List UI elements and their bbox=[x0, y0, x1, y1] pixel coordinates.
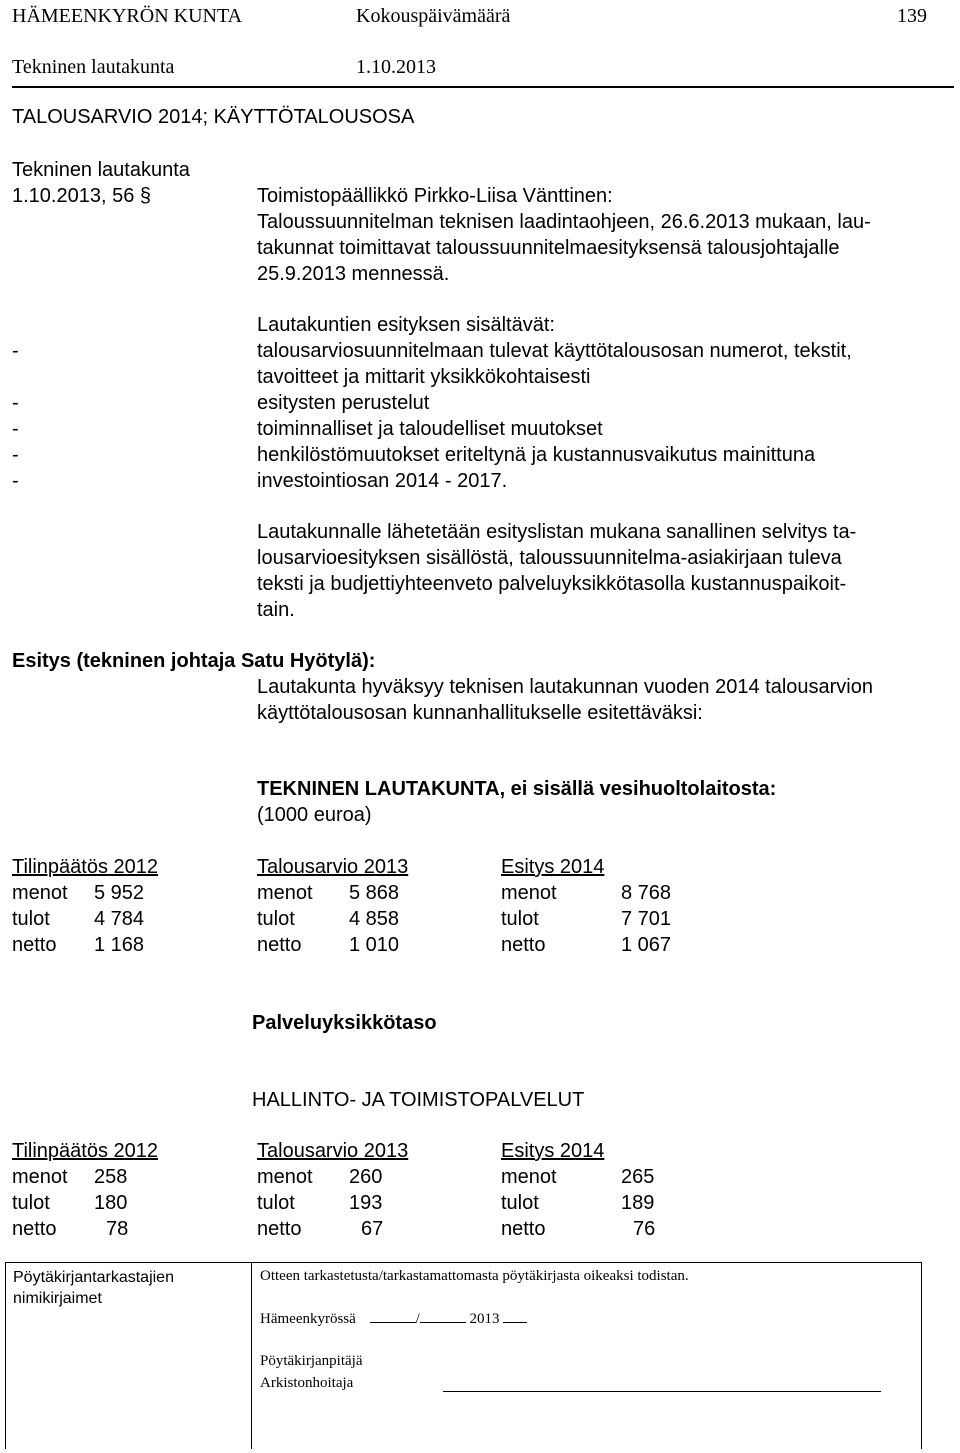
meeting-body: Tekninen lautakunta bbox=[12, 159, 190, 181]
date-separator: / bbox=[415, 1311, 420, 1327]
initials-label: nimikirjaimet bbox=[13, 1290, 102, 1307]
board-name: Tekninen lautakunta bbox=[12, 56, 175, 78]
row-value: 4 784 bbox=[94, 908, 145, 930]
bullet-text: talousarviosuunnitelmaan tulevat käyttötalousosan numerot, tekstit, bbox=[257, 340, 852, 362]
row-label: tulot bbox=[257, 1192, 295, 1214]
row-label: netto bbox=[12, 934, 57, 956]
day-blank[interactable] bbox=[370, 1322, 416, 1323]
meeting-date: 1.10.2013 bbox=[356, 56, 436, 78]
proposal-line: Lautakunta hyväksyy teknisen lautakunnan vuoden 2014 talousarvion bbox=[257, 676, 873, 698]
row-value: 1 010 bbox=[349, 934, 400, 956]
bullet-dash: - bbox=[12, 392, 19, 414]
bullet-dash: - bbox=[12, 418, 19, 440]
presenter: Toimistopäällikkö Pirkko-Liisa Vänttinen: bbox=[257, 185, 613, 207]
row-value: 5 868 bbox=[349, 882, 400, 904]
row-value: 7 701 bbox=[621, 908, 672, 930]
proposal-line: käyttötalousosan kunnanhallitukselle esitettäväksi: bbox=[257, 702, 703, 724]
header-divider bbox=[12, 86, 954, 88]
row-value: 260 bbox=[349, 1166, 383, 1188]
row-value: 67 bbox=[361, 1218, 384, 1240]
agenda-line: Lautakunnalle lähetetään esityslistan mukana sanallinen selvitys ta- bbox=[257, 521, 857, 543]
row-label: netto bbox=[501, 1218, 546, 1240]
row-label: menot bbox=[501, 1166, 557, 1188]
certification-text: Otteen tarkastetusta/tarkastamattomasta pöytäkirjasta oikeaksi todistan. bbox=[260, 1268, 689, 1284]
place-name: Hämeenkyrössä bbox=[260, 1311, 356, 1327]
row-value: 189 bbox=[621, 1192, 655, 1214]
row-label: tulot bbox=[12, 1192, 50, 1214]
row-label: menot bbox=[12, 882, 68, 904]
footer-divider bbox=[251, 1263, 252, 1449]
section-heading: Palveluyksikkötaso bbox=[252, 1012, 437, 1034]
table-header: Tilinpäätös 2012 bbox=[12, 856, 159, 878]
bullet-dash: - bbox=[12, 444, 19, 466]
row-value: 265 bbox=[621, 1166, 655, 1188]
intro-line: Taloussuunnitelman teknisen laadintaohjeen, 26.6.2013 mukaan, lau- bbox=[257, 211, 871, 233]
row-label: netto bbox=[12, 1218, 57, 1240]
bullet-text: investointiosan 2014 - 2017. bbox=[257, 470, 508, 492]
municipality-name: HÄMEENKYRÖN KUNTA bbox=[12, 5, 243, 27]
row-label: tulot bbox=[12, 908, 50, 930]
intro-line: takunnat toimittavat taloussuunnitelmaesityksensä talousjohtajalle bbox=[257, 237, 840, 259]
row-label: tulot bbox=[257, 908, 295, 930]
page-title: TALOUSARVIO 2014; KÄYTTÖTALOUSOSA bbox=[12, 106, 415, 128]
archivist-label: Arkistonhoitaja bbox=[260, 1375, 354, 1391]
row-value: 5 952 bbox=[94, 882, 145, 904]
row-value: 4 858 bbox=[349, 908, 400, 930]
row-label: netto bbox=[257, 934, 302, 956]
agenda-line: teksti ja budjettiyhteenveto palveluyksikkötasolla kustannuspaikoit- bbox=[257, 573, 847, 595]
row-label: netto bbox=[501, 934, 546, 956]
bullet-text: toiminnalliset ja taloudelliset muutokset bbox=[257, 418, 603, 440]
row-value: 1 168 bbox=[94, 934, 145, 956]
signature-line[interactable] bbox=[443, 1391, 881, 1392]
page-number: 139 bbox=[897, 5, 927, 27]
bullet-text: esitysten perustelut bbox=[257, 392, 430, 414]
section-unit: (1000 euroa) bbox=[257, 804, 372, 826]
bullet-dash: - bbox=[12, 340, 19, 362]
signature-box bbox=[5, 1262, 922, 1449]
secretary-label: Pöytäkirjanpitäjä bbox=[260, 1353, 363, 1369]
row-value: 180 bbox=[94, 1192, 128, 1214]
row-value: 1 067 bbox=[621, 934, 672, 956]
doc-type: Kokouspäivämäärä bbox=[356, 5, 511, 27]
bullet-text: henkilöstömuutokset eriteltynä ja kustannusvaikutus mainittuna bbox=[257, 444, 816, 466]
table-header: Talousarvio 2013 bbox=[257, 856, 409, 878]
row-value: 8 768 bbox=[621, 882, 672, 904]
bullet-text: tavoitteet ja mittarit yksikkökohtaisesti bbox=[257, 366, 591, 388]
month-blank[interactable] bbox=[420, 1322, 466, 1323]
agenda-line: lousarvioesityksen sisällöstä, taloussuunnitelma-asiakirjaan tuleva bbox=[257, 547, 842, 569]
table-header: Tilinpäätös 2012 bbox=[12, 1140, 159, 1162]
row-label: netto bbox=[257, 1218, 302, 1240]
signing-year: 2013 bbox=[469, 1311, 500, 1327]
row-value: 258 bbox=[94, 1166, 128, 1188]
table-header: Talousarvio 2013 bbox=[257, 1140, 409, 1162]
meeting-ref: 1.10.2013, 56 § bbox=[12, 185, 152, 207]
row-label: menot bbox=[12, 1166, 68, 1188]
table-header: Esitys 2014 bbox=[501, 856, 605, 878]
row-label: menot bbox=[257, 882, 313, 904]
row-label: menot bbox=[501, 882, 557, 904]
section-title: HALLINTO- JA TOIMISTOPALVELUT bbox=[252, 1089, 585, 1111]
contents-heading: Lautakuntien esityksen sisältävät: bbox=[257, 314, 555, 336]
section-title: TEKNINEN LAUTAKUNTA, ei sisällä vesihuoltolaitosta: bbox=[257, 778, 777, 800]
row-label: tulot bbox=[501, 1192, 539, 1214]
row-label: menot bbox=[257, 1166, 313, 1188]
proposal-heading: Esitys (tekninen johtaja Satu Hyötylä): bbox=[12, 650, 376, 672]
inspectors-label: Pöytäkirjantarkastajien bbox=[13, 1269, 174, 1286]
row-value: 193 bbox=[349, 1192, 383, 1214]
table-header: Esitys 2014 bbox=[501, 1140, 605, 1162]
agenda-line: tain. bbox=[257, 599, 295, 621]
intro-line: 25.9.2013 mennessä. bbox=[257, 263, 450, 285]
row-value: 78 bbox=[106, 1218, 129, 1240]
row-value: 76 bbox=[633, 1218, 656, 1240]
row-label: tulot bbox=[501, 908, 539, 930]
year-blank[interactable] bbox=[503, 1322, 527, 1323]
signing-place bbox=[260, 1311, 527, 1328]
bullet-dash: - bbox=[12, 470, 19, 492]
